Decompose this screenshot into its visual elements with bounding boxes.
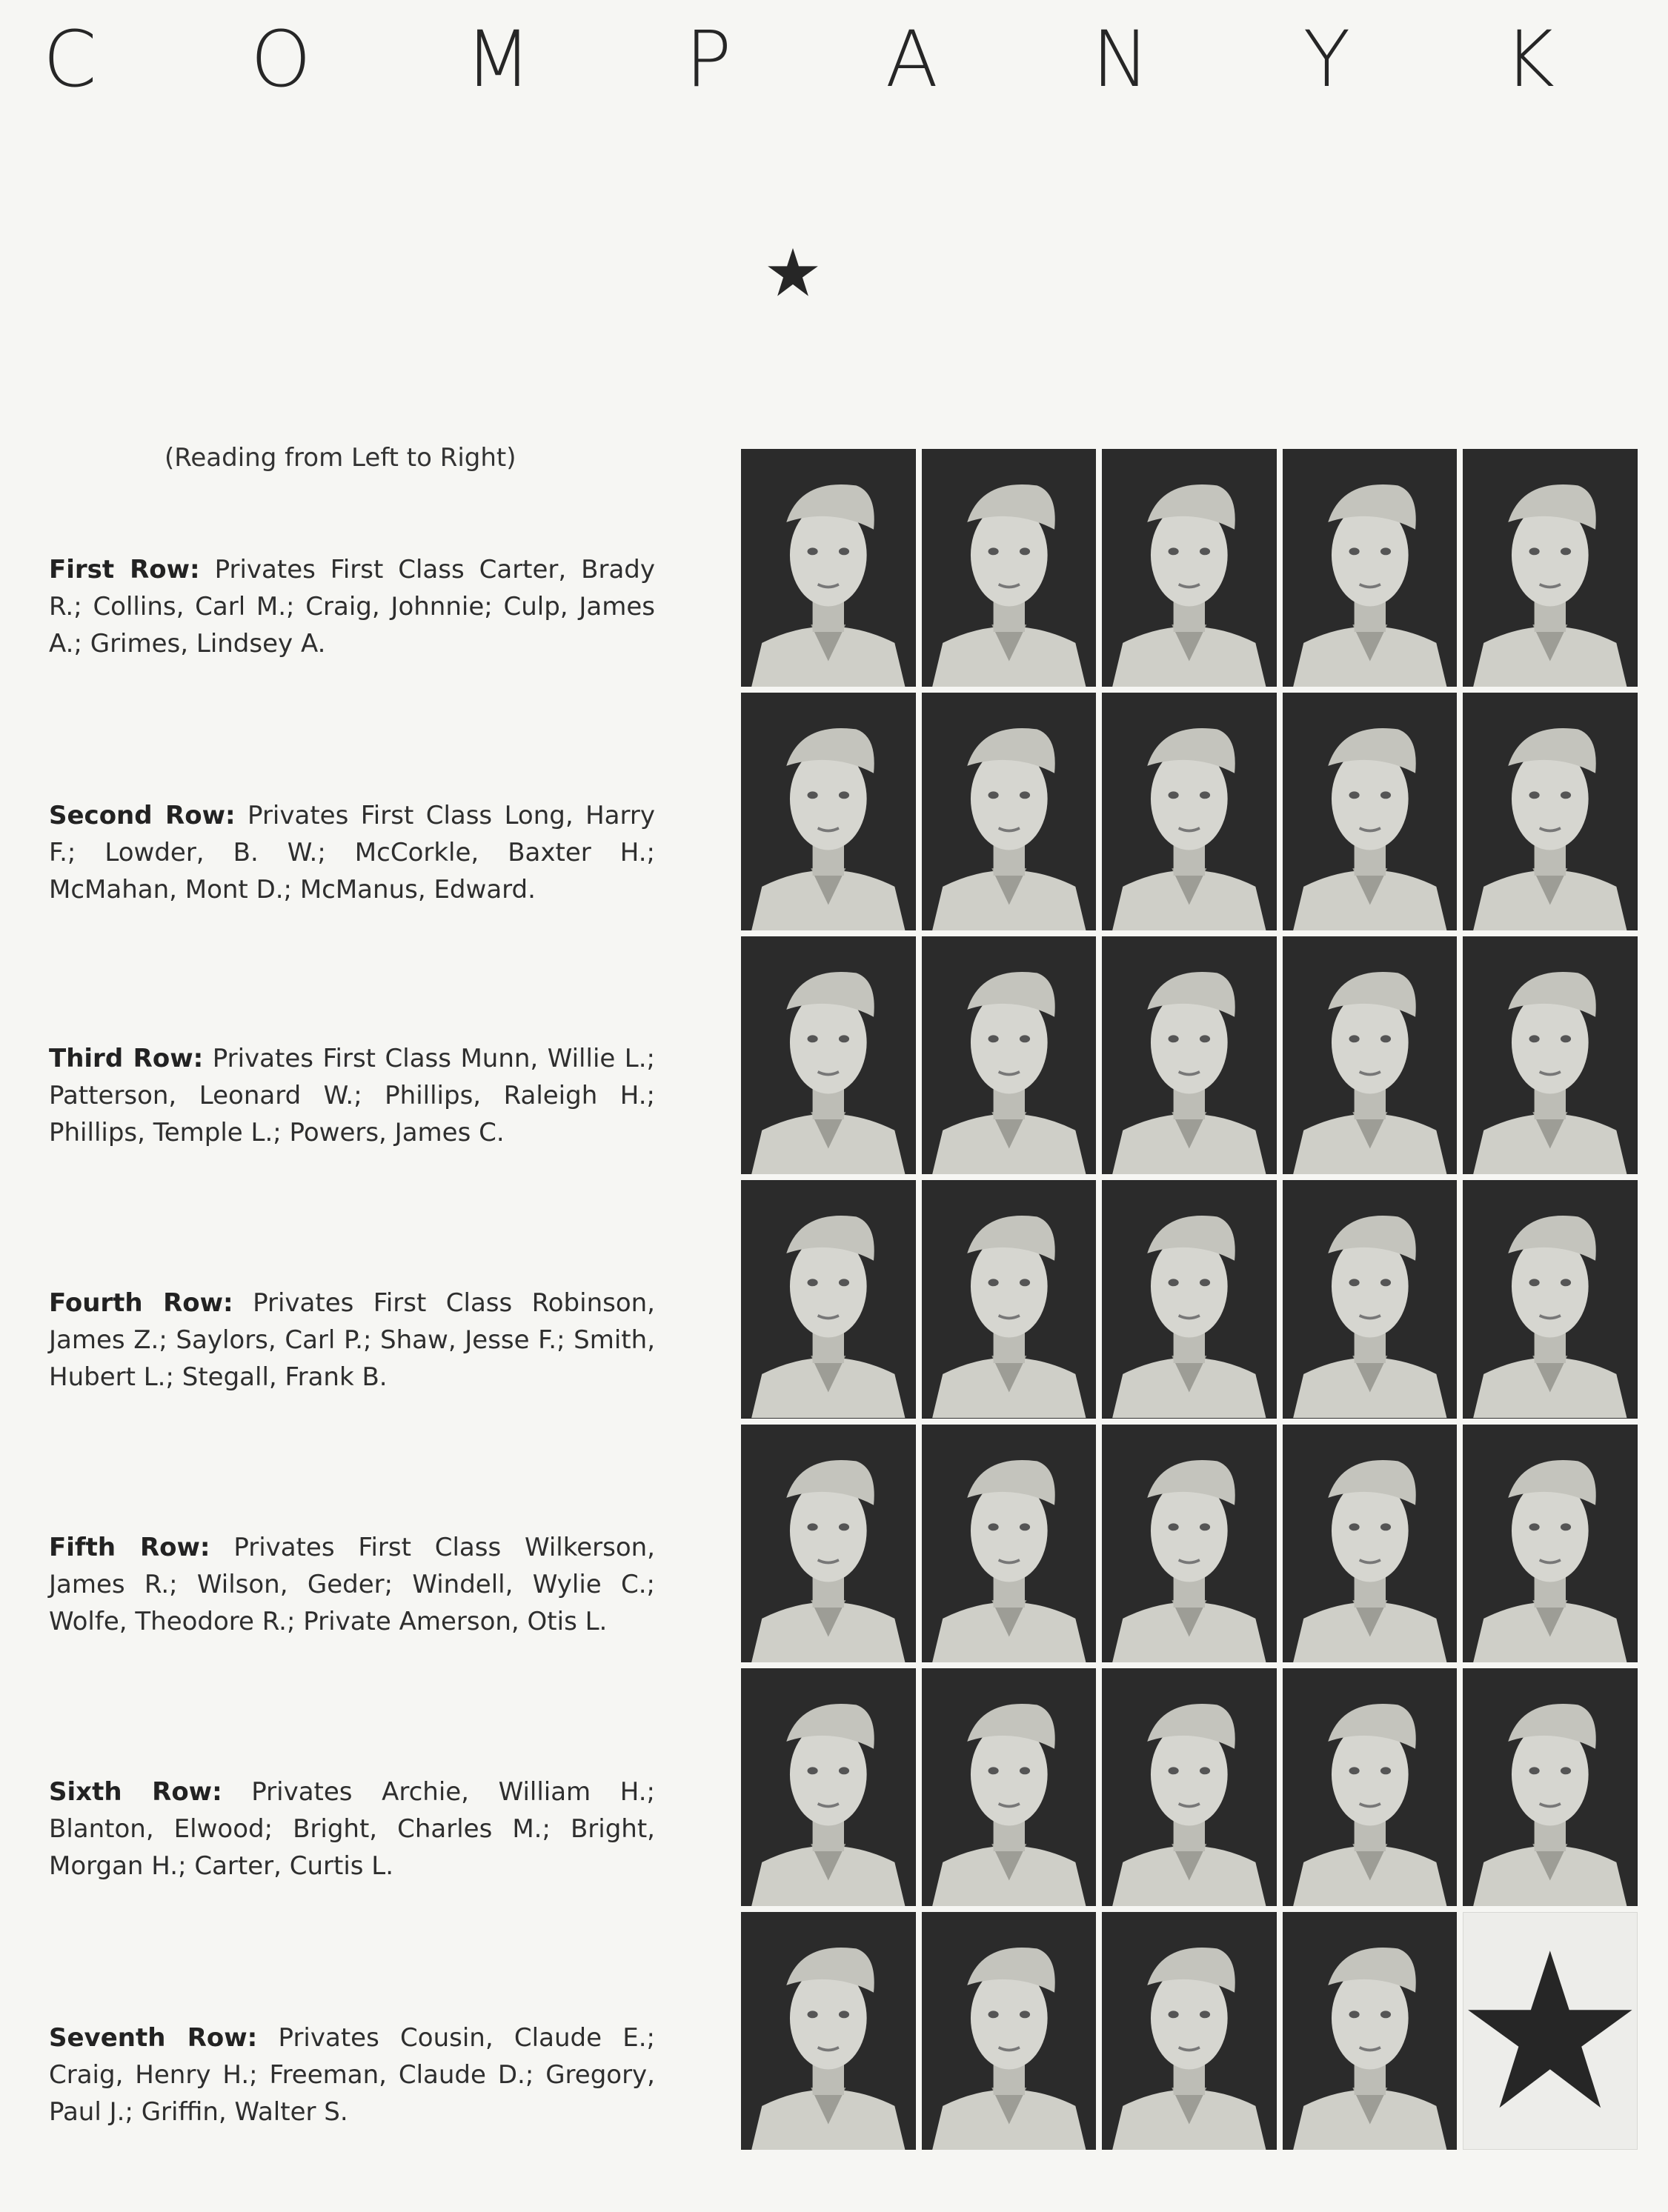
portrait-photo <box>1283 1668 1458 1906</box>
star-icon <box>1463 1912 1638 2150</box>
portrait-photo <box>922 1180 1097 1418</box>
portrait-photo <box>1463 1668 1638 1906</box>
portrait-photo <box>1102 1425 1277 1662</box>
portrait-grid <box>741 449 1638 2150</box>
blank-star-cell <box>1463 1912 1638 2150</box>
portrait-photo <box>1102 1180 1277 1418</box>
portrait-photo <box>1463 1180 1638 1418</box>
row-label: Seventh Row: <box>49 2023 258 2053</box>
row-names: Privates First Class Robinson, James Z.; Saylors, Carl P.; Shaw, Jesse F.; Smith, Hubert L.; Stegall, Frank B. <box>49 1288 655 1392</box>
portrait-photo <box>1463 1425 1638 1662</box>
portrait-photo <box>1283 1425 1458 1662</box>
row-label: Second Row: <box>49 801 236 830</box>
portrait-photo <box>922 936 1097 1174</box>
portrait-photo <box>1283 449 1458 687</box>
portrait-photo <box>741 936 916 1174</box>
page-title <box>43 14 1555 104</box>
portrait-photo <box>922 693 1097 930</box>
row-names: Privates First Class Carter, Brady R.; Collins, Carl M.; Craig, Johnnie; Culp, James A.; Grimes, Lindsey A. <box>49 555 655 659</box>
portrait-photo <box>741 449 916 687</box>
portrait-photo <box>1283 693 1458 930</box>
row-caption-2 <box>49 797 655 908</box>
title-letter: A <box>885 14 938 104</box>
portrait-photo <box>1102 449 1277 687</box>
row-names: Privates Archie, William H.; Blanton, Elwood; Bright, Charles M.; Bright, Morgan H.; Carter, Curtis L. <box>49 1777 655 1881</box>
title-letter: K <box>1503 14 1555 104</box>
row-label: Fifth Row: <box>49 1533 210 1562</box>
title-letter: N <box>1091 14 1150 104</box>
star-icon <box>766 246 820 299</box>
portrait-photo <box>1102 693 1277 930</box>
portrait-photo <box>741 693 916 930</box>
title-letter: O <box>250 14 311 104</box>
portrait-photo <box>741 1912 916 2150</box>
portrait-photo <box>1283 1912 1458 2150</box>
portrait-photo <box>741 1425 916 1662</box>
row-caption-1 <box>49 551 655 662</box>
portrait-photo <box>922 1912 1097 2150</box>
row-caption-5 <box>49 1529 655 1640</box>
portrait-photo <box>922 1668 1097 1906</box>
row-caption-3 <box>49 1040 655 1151</box>
portrait-photo <box>1102 1668 1277 1906</box>
row-names: Privates First Class Long, Harry F.; Lowder, B. W.; McCorkle, Baxter H.; McMahan, Mont D.; McManus, Edward. <box>49 801 655 905</box>
portrait-photo <box>1102 936 1277 1174</box>
title-letter: Y <box>1303 14 1351 104</box>
portrait-photo <box>1283 936 1458 1174</box>
row-caption-4 <box>49 1285 655 1396</box>
title-letter: P <box>685 14 732 104</box>
reading-note: (Reading from Left to Right) <box>165 443 516 473</box>
title-letter: C <box>43 14 97 104</box>
portrait-photo <box>741 1668 916 1906</box>
row-label: Third Row: <box>49 1044 204 1073</box>
row-names: Privates Cousin, Claude E.; Craig, Henry H.; Freeman, Claude D.; Gregory, Paul J.; Griffin, Walter S. <box>49 2023 655 2127</box>
row-names: Privates First Class Munn, Willie L.; Patterson, Leonard W.; Phillips, Raleigh H.; Phillips, Temple L.; Powers, James C. <box>49 1044 655 1147</box>
portrait-photo <box>1102 1912 1277 2150</box>
portrait-photo <box>1283 1180 1458 1418</box>
portrait-photo <box>922 449 1097 687</box>
portrait-photo <box>1463 693 1638 930</box>
portrait-photo <box>1463 936 1638 1174</box>
portrait-photo <box>741 1180 916 1418</box>
row-caption-6 <box>49 1773 655 1885</box>
portrait-photo <box>1463 449 1638 687</box>
row-label: Fourth Row: <box>49 1288 233 1318</box>
row-names: Privates First Class Wilkerson, James R.; Wilson, Geder; Windell, Wylie C.; Wolfe, Theodore R.; Private Amerson, Otis L. <box>49 1533 655 1636</box>
row-label: First Row: <box>49 555 200 584</box>
row-caption-7 <box>49 2019 655 2131</box>
portrait-photo <box>922 1425 1097 1662</box>
title-letter: M <box>465 14 532 104</box>
row-label: Sixth Row: <box>49 1777 222 1807</box>
